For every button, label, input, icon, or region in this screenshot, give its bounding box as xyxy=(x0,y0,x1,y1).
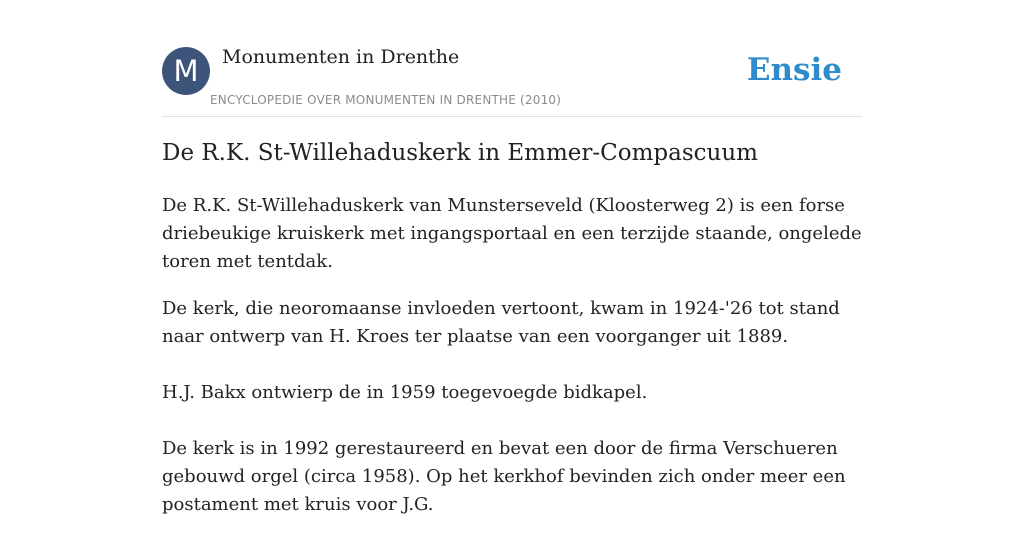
article-paragraph: De kerk, die neoromaanse invloeden vertoont, kwam in 1924-'26 tot stand naar ontwerp van H. Kroes ter plaatse van een voorganger uit 1889. xyxy=(162,298,840,347)
site-header xyxy=(162,0,862,117)
avatar[interactable]: M xyxy=(162,47,210,95)
site-subtitle: ENCYCLOPEDIE OVER MONUMENTEN IN DRENTHE (2010) xyxy=(210,93,562,107)
article-paragraph: De kerk is in 1992 gerestaureerd en bevat een door de firma Verschueren gebouwd orgel (circa 1958). Op het kerkhof bevinden zich onder meer een postament met kruis voor J.G. xyxy=(162,438,846,515)
site-title-link[interactable]: Monumenten in Drenthe xyxy=(222,46,460,68)
article-paragraph: De R.K. St-Willehaduskerk van Munsterseveld (Kloosterweg 2) is een forse driebeukige kruiskerk met ingangsportaal en een terzijde staande, ongelede toren met tentdak. xyxy=(162,195,862,272)
brand-logo-link[interactable]: Ensie xyxy=(746,52,842,88)
article-paragraph: H.J. Bakx ontwierp de in 1959 toegevoegde bidkapel. xyxy=(162,382,648,403)
article-title: De R.K. St-Willehaduskerk in Emmer-Compascuum xyxy=(162,140,758,166)
article-body xyxy=(162,192,864,538)
page-container xyxy=(162,0,862,515)
